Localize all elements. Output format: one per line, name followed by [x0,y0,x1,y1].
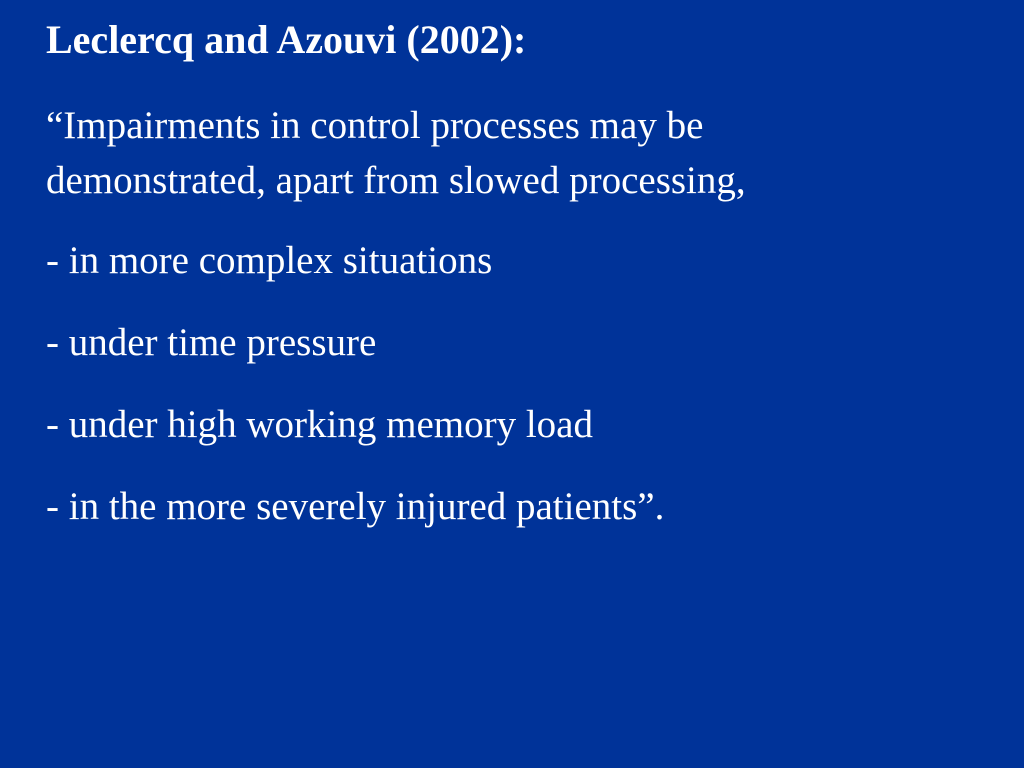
quote-block [46,98,986,208]
condition-item-time-pressure: - under time pressure [46,321,377,364]
condition-item-working-memory-load: - under high working memory load [46,403,593,446]
quote-line-2: demonstrated, apart from slowed processing, [46,159,746,202]
quote-line-1: “Impairments in control processes may be [46,104,704,147]
condition-item-severely-injured: - in the more severely injured patients”. [46,485,665,528]
condition-list [46,233,986,561]
slide-title: Leclercq and Azouvi (2002): [46,17,527,62]
condition-item-complex-situations: - in more complex situations [46,239,493,282]
